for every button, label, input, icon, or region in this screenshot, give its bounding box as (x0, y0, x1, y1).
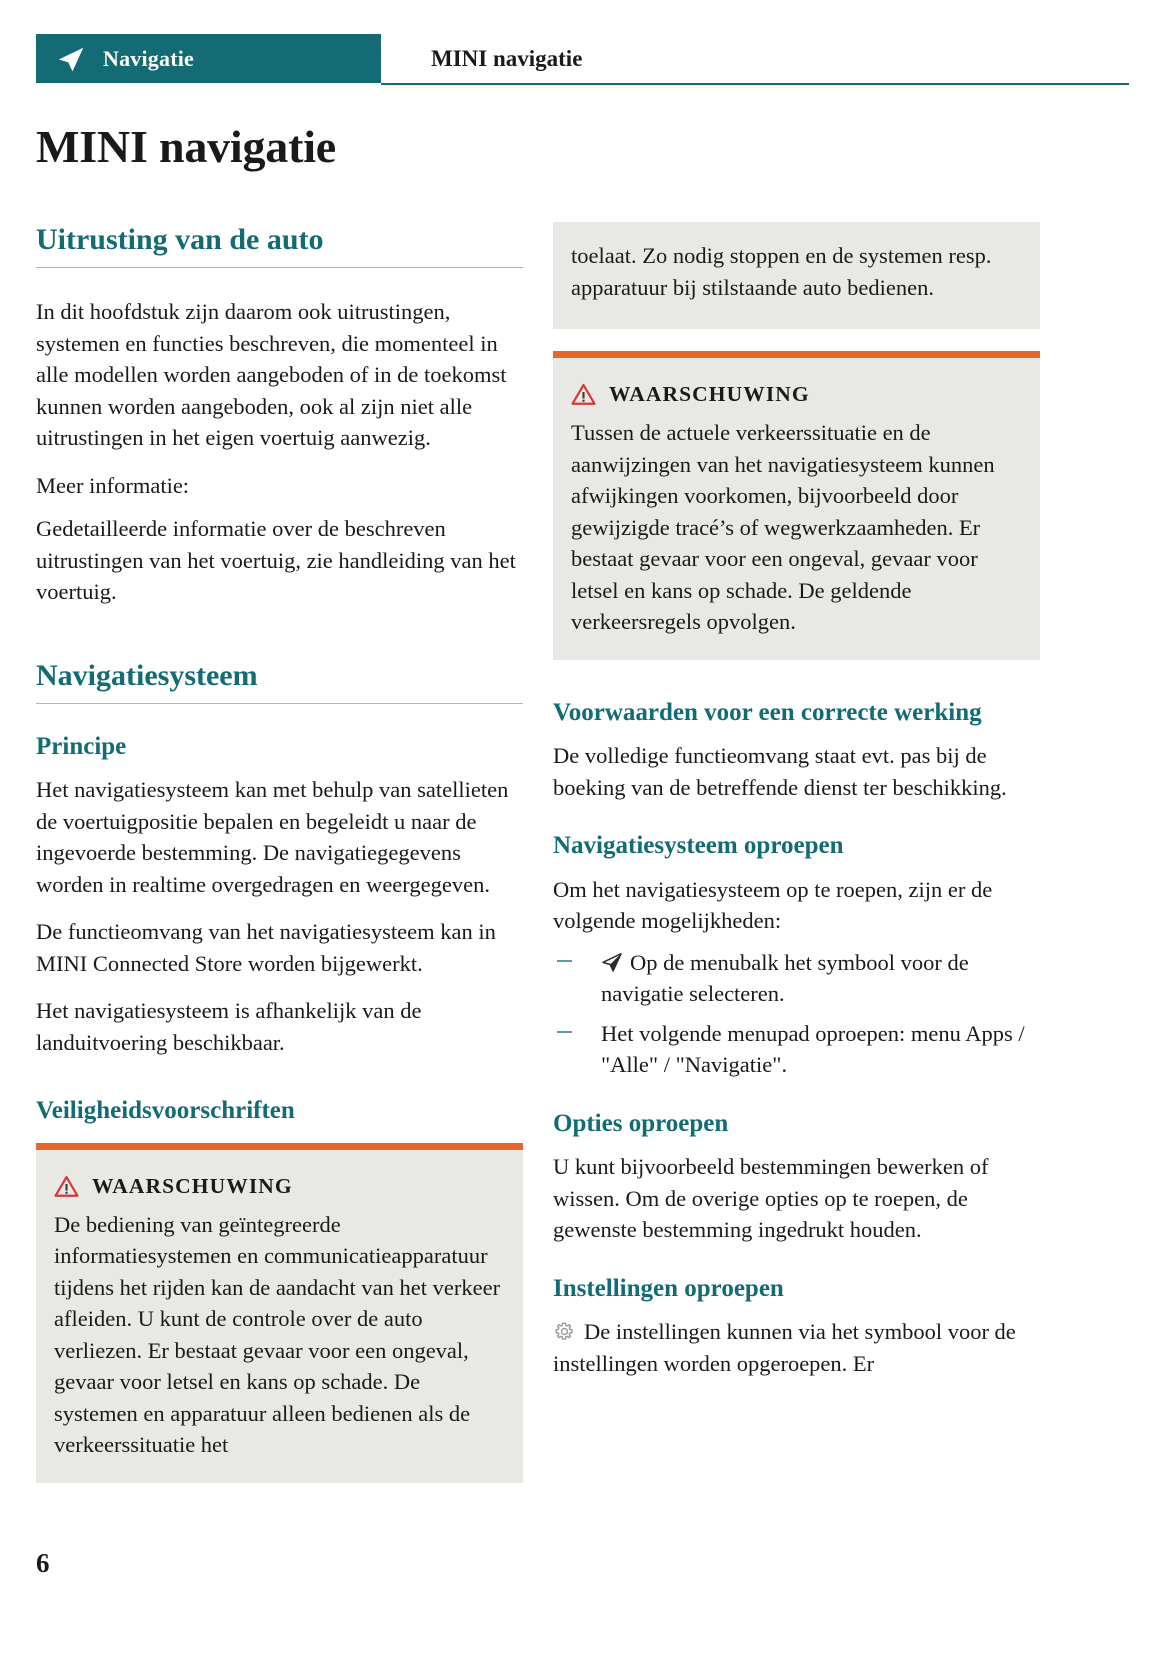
section-heading-navigatiesysteem: Navigatiesysteem (36, 658, 523, 704)
list-item-label: Het volgende menupad oproepen: menu Apps / "Alle" / "Navigatie". (601, 1020, 1025, 1077)
warning-label: WAARSCHUWING (92, 1173, 293, 1198)
header-chapter-tab (36, 34, 381, 83)
right-column (553, 222, 1040, 1379)
list-item-label: Op de menubalk het symbool voor de navigatie selecteren. (601, 949, 969, 1006)
subheading-opties-oproepen: Opties oproepen (553, 1109, 729, 1137)
paragraph: Het navigatiesysteem kan met behulp van satellieten de voertuigpositie bepalen en begeleidt u naar de ingevoerde bestemming. De navigatiegegevens worden in realtime overgedragen en weergegeven. (36, 777, 509, 897)
subheading-navigatiesysteem-oproepen: Navigatiesysteem oproepen (553, 832, 844, 859)
warning-box-continued (553, 222, 1040, 329)
list-item (553, 1018, 1040, 1081)
options-list (553, 947, 1040, 1081)
paragraph: De volledige functieomvang staat evt. pas bij de boeking van de betreffende dienst ter beschikking. (553, 743, 1007, 800)
subheading-instellingen-oproepen: Instellingen oproepen (553, 1274, 784, 1302)
paragraph: De functieomvang van het navigatiesysteem kan in MINI Connected Store worden bijgewerkt. (36, 919, 496, 976)
warning-box (553, 351, 1040, 660)
running-header (36, 34, 1129, 92)
navigation-arrow-icon (56, 44, 86, 74)
header-running-title: MINI navigatie (431, 45, 583, 71)
warning-text-continued: toelaat. Zo nodig stoppen en de systemen resp. apparatuur bij stilstaande auto bedienen. (571, 243, 992, 300)
left-column (36, 222, 523, 1483)
subheading-veiligheidsvoorschriften: Veiligheidsvoorschriften (36, 1097, 295, 1124)
paragraph: Het navigatiesysteem is afhankelijk van de landuitvoering beschikbaar. (36, 998, 422, 1055)
paragraph: U kunt bijvoorbeeld bestemmingen bewerken of wissen. Om de overige opties op te roepen, de gewenste bestemming ingedrukt houden. (553, 1154, 989, 1242)
paragraph-with-gear (553, 1316, 1040, 1379)
dash-bullet-icon (557, 1031, 572, 1033)
warning-box-header (571, 382, 1022, 407)
gear-icon (553, 1320, 576, 1343)
warning-text: De bediening van geïntegreerde informatiesystemen en communicatieapparatuur tijdens het rijden kan de aandacht van het verkeer afleiden. U kunt de controle over de auto verliezen. Er bestaat gevaar voor een ongeval, gevaar voor letsel en kans op schade. De systemen en apparatuur alleen bedienen als de verkeerssituatie het (54, 1211, 501, 1457)
warning-triangle-icon (571, 382, 596, 407)
dash-bullet-icon (557, 960, 572, 962)
warning-triangle-icon (54, 1174, 79, 1199)
paragraph: Gedetailleerde informatie over de beschreven uitrustingen van het voertuig, zie handleiding van het voertuig. (36, 516, 516, 604)
header-rule (381, 83, 1129, 85)
warning-label: WAARSCHUWING (609, 382, 810, 406)
paragraph: Om het navigatiesysteem op te roepen, zijn er de volgende mogelijkheden: (553, 876, 993, 933)
subheading-principe: Principe (36, 732, 127, 760)
warning-box (36, 1143, 523, 1483)
navigation-arrow-icon (601, 950, 623, 972)
paragraph: In dit hoofdstuk zijn daarom ook uitrustingen, systemen en functies beschreven, die momenteel in alle modellen worden aangeboden of in de toekomst kunnen worden aangeboden, ook al zijn niet alle uitrustingen in het eigen voertuig aanwezig. (36, 299, 507, 450)
section-heading-uitrusting: Uitrusting van de auto (36, 222, 523, 268)
paragraph: Meer informatie: (36, 472, 190, 498)
warning-box-header (54, 1174, 505, 1199)
page-title: MINI navigatie (36, 121, 337, 172)
page-number: 6 (36, 1548, 50, 1578)
paragraph-text: De instellingen kunnen via het symbool voor de instellingen worden opgeroepen. Er (553, 1319, 1016, 1376)
warning-text: Tussen de actuele verkeerssituatie en de aanwijzingen van het navigatiesysteem kunnen afwijkingen voorkomen, bijvoorbeeld door gewijzigde tracé’s of wegwerkzaamheden. Er bestaat gevaar voor een ongeval, gevaar voor letsel en kans op schade. De geldende verkeersregels opvolgen. (571, 420, 995, 634)
list-item (553, 947, 1040, 1010)
subheading-voorwaarden: Voorwaarden voor een correcte werking (553, 698, 982, 726)
header-chapter-label: Navigatie (103, 45, 195, 71)
